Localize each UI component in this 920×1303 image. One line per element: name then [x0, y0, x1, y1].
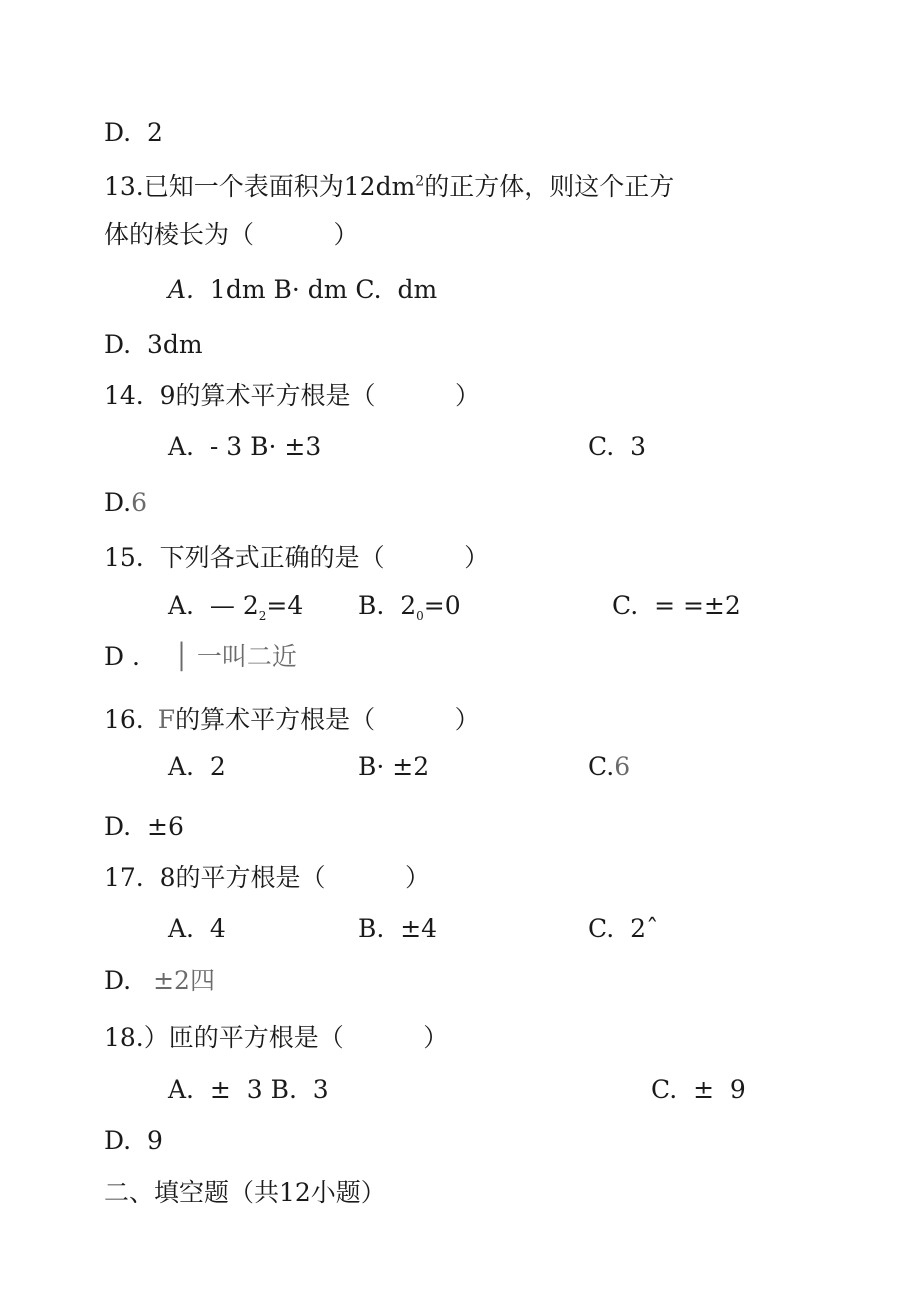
- q18-option-d: D. 9: [104, 1126, 163, 1155]
- q13-stem-part1: 13.已知一个表面积为12dm: [104, 172, 416, 201]
- q15-option-a-eq: =4: [266, 591, 304, 620]
- q15-option-a-text: A. — 2: [168, 591, 259, 620]
- q18-option-c: C. ± 9: [651, 1075, 746, 1104]
- q17-option-d-value: ±2四: [153, 966, 215, 995]
- q13-options-rest: 1dm B· dm C. dm: [194, 275, 438, 304]
- q14-option-c: C. 3: [588, 432, 646, 461]
- q18-options-ab: A. ± 3 B. 3: [168, 1075, 329, 1104]
- q16-stem: [104, 705, 480, 735]
- q14-stem: 14. 9的算术平方根是（ ）: [104, 381, 481, 410]
- q16-option-c-label: C.: [588, 752, 615, 781]
- q15-option-d: [104, 642, 297, 672]
- q15-option-a-sub: 2: [258, 609, 267, 623]
- q13-options-abc: [168, 275, 437, 305]
- q18-stem: 18.）匝的平方根是（ ）: [104, 1023, 449, 1052]
- q17-option-d-label: D.: [104, 966, 132, 995]
- q13-superscript: 2: [415, 173, 425, 190]
- q17-option-d: [104, 966, 215, 996]
- q13-stem-line1: [104, 172, 674, 202]
- q16-stem-text: 的算术平方根是（ ）: [175, 705, 480, 734]
- q14-option-d: [104, 488, 147, 518]
- q16-option-c-value: 6: [614, 752, 631, 781]
- q16-option-a: A. 2: [168, 752, 226, 781]
- q14-option-d-value: 6: [131, 488, 148, 517]
- q15-option-b: [358, 591, 461, 621]
- q14-option-d-label: D.: [104, 488, 132, 517]
- q17-option-a: A. 4: [168, 914, 226, 943]
- q15-option-a: [168, 591, 303, 621]
- q17-option-c: C. 2ˆ: [588, 914, 659, 943]
- q15-option-c: C. = =±2: [612, 591, 741, 620]
- q15-option-d-value: │ 一叫二近: [173, 642, 297, 671]
- q16-radicand: F: [157, 705, 176, 734]
- q13-option-d: D. 3dm: [104, 330, 203, 359]
- q13-option-a-label: A.: [168, 275, 195, 304]
- q16-option-c: [588, 752, 630, 782]
- section-2-heading: 二、填空题（共12小题）: [104, 1178, 386, 1207]
- q15-option-b-sub: 0: [416, 609, 424, 623]
- q12-option-d: D. 2: [104, 118, 163, 147]
- q15-option-b-text: B. 2: [358, 591, 417, 620]
- q15-option-d-label: D .: [104, 642, 140, 671]
- q17-option-b: B. ±4: [358, 914, 438, 943]
- q15-stem: 15. 下列各式正确的是（ ）: [104, 543, 490, 572]
- q13-stem-part2: 的正方体，则这个正方: [424, 172, 675, 201]
- q13-stem-line2: 体的棱长为（ ）: [104, 220, 359, 249]
- q17-stem: 17. 8的平方根是（ ）: [104, 863, 431, 892]
- q15-option-b-eq: =0: [423, 591, 461, 620]
- q14-options-ab: A. - 3 B· ±3: [168, 432, 322, 461]
- q16-option-b: B· ±2: [358, 752, 430, 781]
- q16-number: 16.: [104, 705, 144, 734]
- q16-option-d: D. ±6: [104, 812, 184, 841]
